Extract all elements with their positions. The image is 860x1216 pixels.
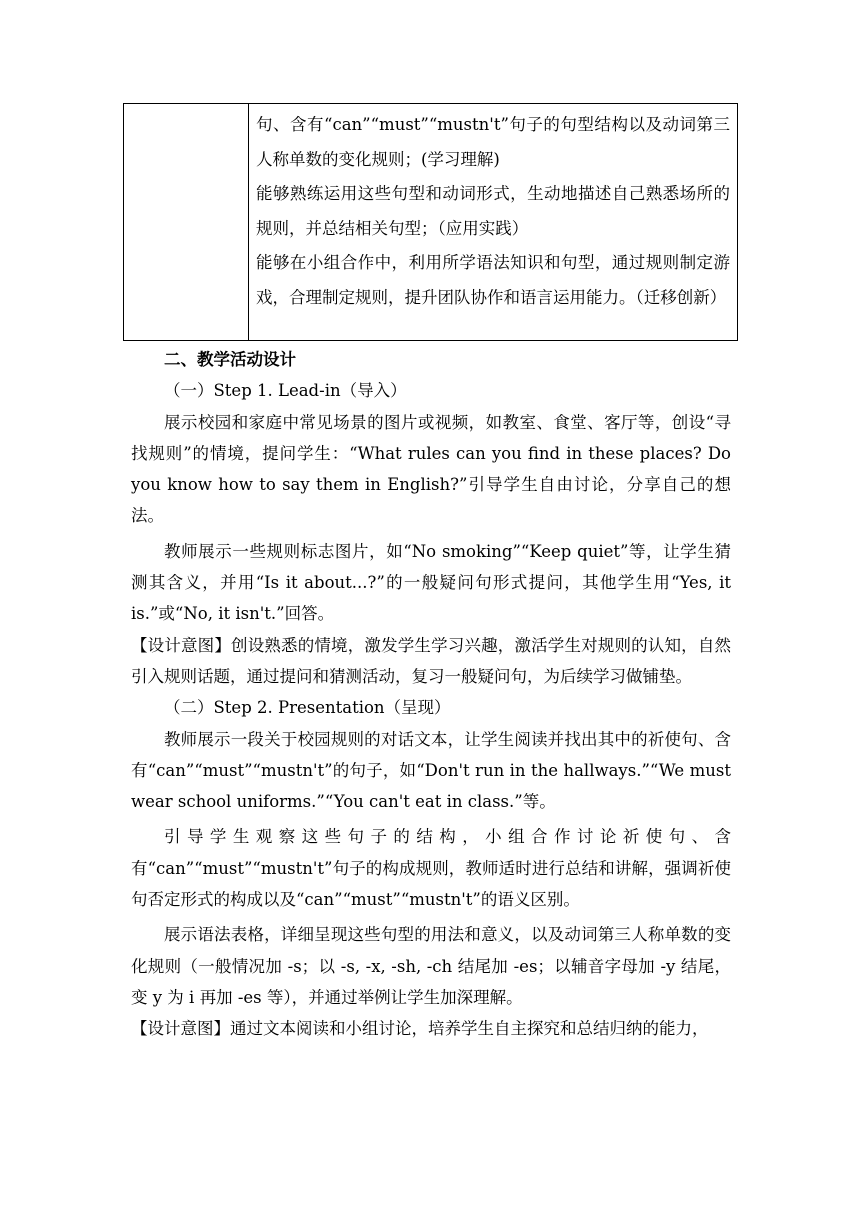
step2-design-intent: 【设计意图】通过文本阅读和小组讨论，培养学生自主探究和总结归纳的能力， xyxy=(131,1019,709,1039)
table-column-divider xyxy=(248,104,249,340)
objective-innovation: 能够在小组合作中，利用所学语法知识和句型，通过规则制定游戏，合理制定规则，提升团队协作和语言运用能力。（迁移创新） xyxy=(256,253,730,307)
step1-paragraph-1: 展示校园和家庭中常见场景的图片或视频，如教室、食堂、客厅等，创设“寻找规则”的情境，提问学生：“What rules can you find in these places? Do you know how to say them in English?”引导学生自由讨论，分享自己的想法。 xyxy=(131,412,731,526)
step2-paragraph-3: 展示语法表格，详细呈现这些句型的用法和意义，以及动词第三人称单数的变化规则（一般情况加 -s；以 -s, -x, -sh, -ch 结尾加 -es；以辅音字母加 -y 结尾，变 y 为 i 再加 -es 等），并通过举例让学生加深理解。 xyxy=(131,925,731,1007)
objective-understanding: 句、含有“can”“must”“mustn't”句子的句型结构以及动词第三人称单数的变化规则；(学习理解) xyxy=(256,115,730,169)
objectives-cell xyxy=(256,108,730,315)
objective-application: 能够熟练运用这些句型和动词形式，生动地描述自己熟悉场所的规则，并总结相关句型；（应用实践） xyxy=(256,184,730,238)
step2-paragraph-2: 引导学生观察这些句子的结构，小组合作讨论祈使句、含有“can”“must”“mustn't”句子的构成规则，教师适时进行总结和讲解，强调祈使句否定形式的构成以及“can”“must”“mustn't”的语义区别。 xyxy=(131,827,731,910)
step1-title: （一）Step 1. Lead-in（导入） xyxy=(164,381,407,401)
section-body xyxy=(131,344,731,1045)
objectives-table xyxy=(123,103,738,341)
step1-paragraph-2: 教师展示一些规则标志图片，如“No smoking”“Keep quiet”等，让学生猜测其含义，并用“Is it about...?”的一般疑问句形式提问，其他学生用“Yes, it is.”或“No, it isn't.”回答。 xyxy=(131,541,731,624)
step1-design-intent: 【设计意图】创设熟悉的情境，激发学生学习兴趣，激活学生对规则的认知，自然引入规则话题，通过提问和猜测活动，复习一般疑问句，为后续学习做铺垫。 xyxy=(131,635,731,686)
step2-title: （二）Step 2. Presentation（呈现） xyxy=(164,698,451,718)
step2-paragraph-1: 教师展示一段关于校园规则的对话文本，让学生阅读并找出其中的祈使句、含有“can”“must”“mustn't”的句子，如“Don't run in the hallways.”“We must wear school uniforms.”“You can't eat in class.”等。 xyxy=(131,729,731,812)
section-heading: 二、教学活动设计 xyxy=(164,350,296,369)
